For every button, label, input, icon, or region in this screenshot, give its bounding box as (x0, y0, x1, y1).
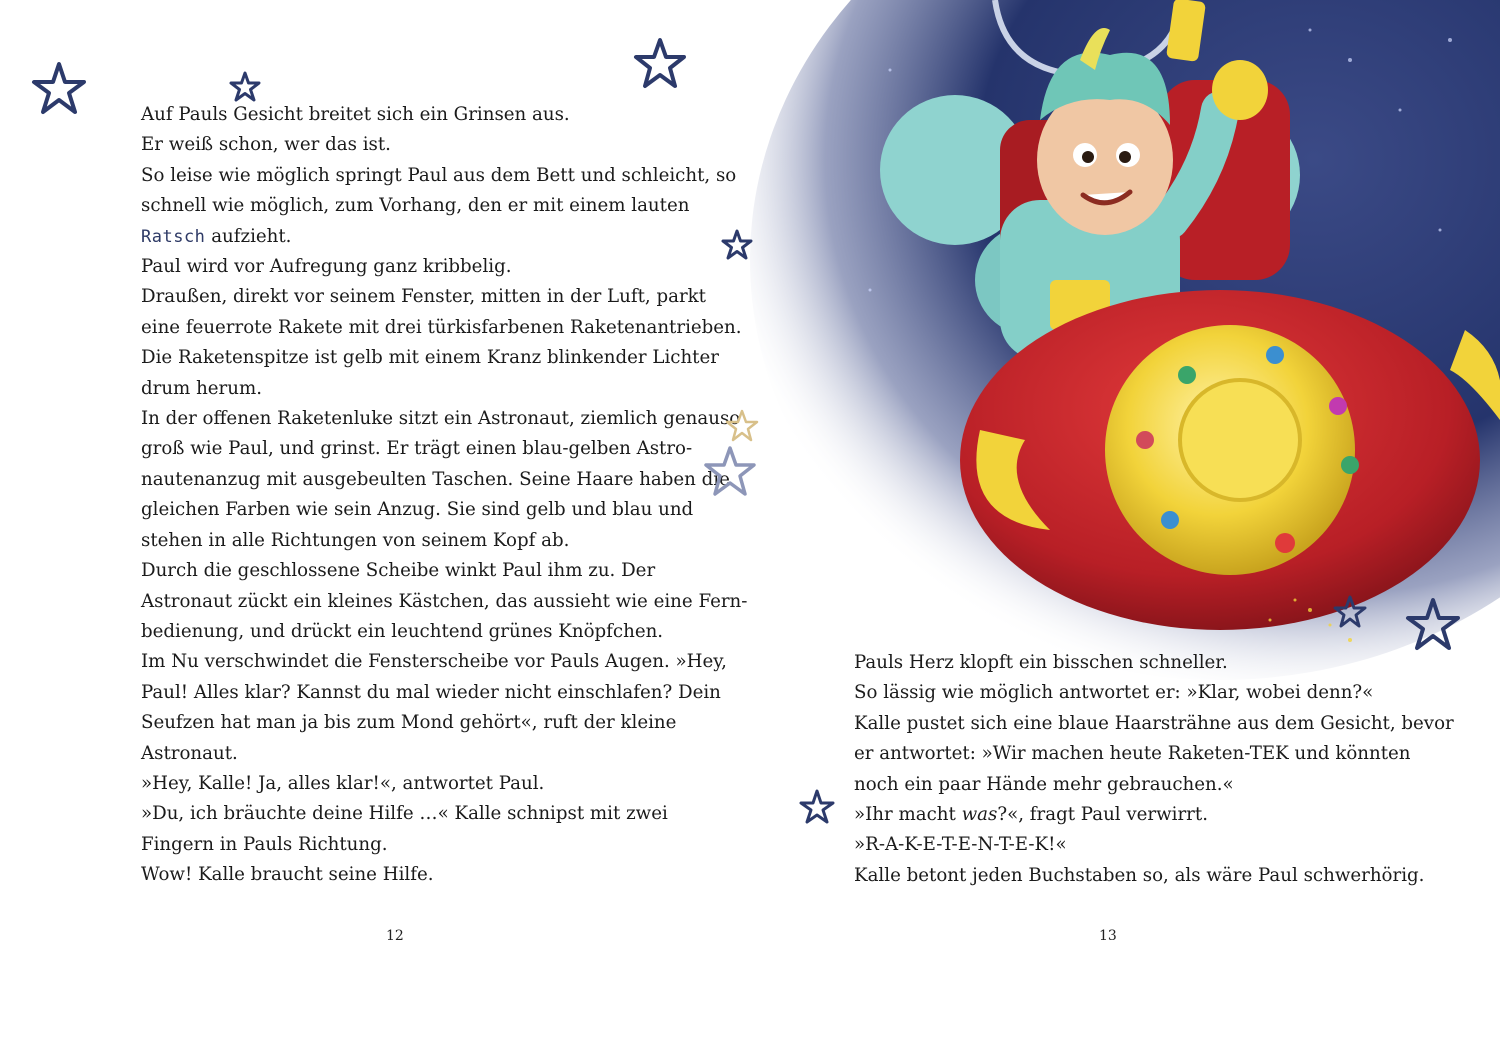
text-line: In der offenen Raketenluke sitzt ein Astronaut, ziemlich genauso (141, 408, 741, 430)
text-line: nautenanzug mit ausgebeulten Taschen. Seine Haare haben die (141, 468, 730, 490)
text-line: Auf Pauls Gesicht breitet sich ein Grinsen aus. (141, 104, 570, 125)
text-line: Fingern in Pauls Richtung. (141, 833, 388, 855)
text-line: Die Raketenspitze ist gelb mit einem Kranz blinkender Lichter (141, 347, 719, 369)
text-line: So lässig wie möglich antwortet er: »Klar, wobei denn?« (854, 682, 1374, 704)
text-line: Durch die geschlossene Scheibe winkt Paul ihm zu. Der (141, 560, 656, 582)
text-line: Paul! Alles klar? Kannst du mal wieder nicht einschlafen? Dein (141, 681, 721, 703)
text-line: gleichen Farben wie sein Anzug. Sie sind gelb und blau und (141, 499, 694, 521)
star-icon (30, 60, 88, 118)
text-line: eine feuerrote Rakete mit drei türkisfarbenen Raketenantrieben. (141, 316, 742, 338)
text-fragment: »Ihr macht (854, 804, 962, 826)
star-icon (798, 788, 836, 826)
page-number: 13 (1099, 928, 1117, 944)
text-line: drum herum. (141, 377, 262, 399)
was-italic-word: was (961, 804, 998, 826)
text-line: So leise wie möglich springt Paul aus dem Bett und schleicht, so (141, 164, 737, 186)
text-line (141, 222, 661, 252)
star-icon (1404, 596, 1462, 654)
text-line: Astronaut. (141, 742, 238, 764)
story-text-left (141, 100, 748, 891)
ratsch-sound-word: Ratsch (141, 226, 206, 247)
text-line: Astronaut zückt ein kleines Kästchen, das aussieht wie eine Fern- (141, 590, 748, 612)
text-line: »Hey, Kalle! Ja, alles klar!«, antwortet Paul. (141, 772, 545, 794)
star-icon (702, 444, 758, 500)
text-line (854, 800, 1374, 830)
right-page (750, 0, 1500, 1054)
text-line: Draußen, direkt vor seinem Fenster, mitten in der Luft, parkt (141, 286, 706, 308)
star-icon (632, 36, 688, 92)
star-icon (1332, 594, 1368, 630)
text-line: Kalle pustet sich eine blaue Haarsträhne aus dem Gesicht, bevor (854, 712, 1454, 734)
text-line: Pauls Herz klopft ein bisschen schneller. (854, 652, 1228, 673)
text-line: Wow! Kalle braucht seine Hilfe. (141, 864, 434, 886)
text-line: Seufzen hat man ja bis zum Mond gehört«, ruft der kleine (141, 712, 677, 734)
text-line: Kalle betont jeden Buchstaben so, als wäre Paul schwerhörig. (854, 864, 1425, 886)
star-icon (228, 70, 262, 104)
text-line: noch ein paar Hände mehr gebrauchen.« (854, 773, 1234, 795)
text-line: Er weiß schon, wer das ist. (141, 134, 391, 156)
text-line: bedienung, und drückt ein leuchtend grünes Knöpfchen. (141, 620, 664, 642)
text-fragment: ? (997, 804, 1008, 826)
text-line: »Du, ich bräuchte deine Hilfe …« Kalle schnipst mit zwei (141, 803, 668, 825)
text-line: er antwortet: »Wir machen heute Raketen-TEK und könnten (854, 743, 1411, 765)
text-fragment: «, fragt Paul verwirrt. (1007, 804, 1208, 826)
star-icon (724, 408, 760, 444)
text-line: »R-A-K-E-T-E-N-T-E-K!« (854, 834, 1067, 856)
text-line: Im Nu verschwindet die Fensterscheibe vor Pauls Augen. »Hey, (141, 651, 727, 673)
text-line: schnell wie möglich, zum Vorhang, den er mit einem lauten (141, 195, 690, 217)
text-line: groß wie Paul, und grinst. Er trägt einen blau-gelben Astro- (141, 438, 693, 460)
rocket-astronaut-illustration (750, 0, 1500, 680)
star-icon (720, 228, 754, 262)
text-line: Paul wird vor Aufregung ganz kribbelig. (141, 256, 512, 278)
text-fragment: aufzieht. (205, 225, 292, 247)
story-text-right (854, 648, 1454, 891)
text-line: stehen in alle Richtungen von seinem Kopf ab. (141, 529, 570, 551)
page-number: 12 (386, 928, 404, 944)
